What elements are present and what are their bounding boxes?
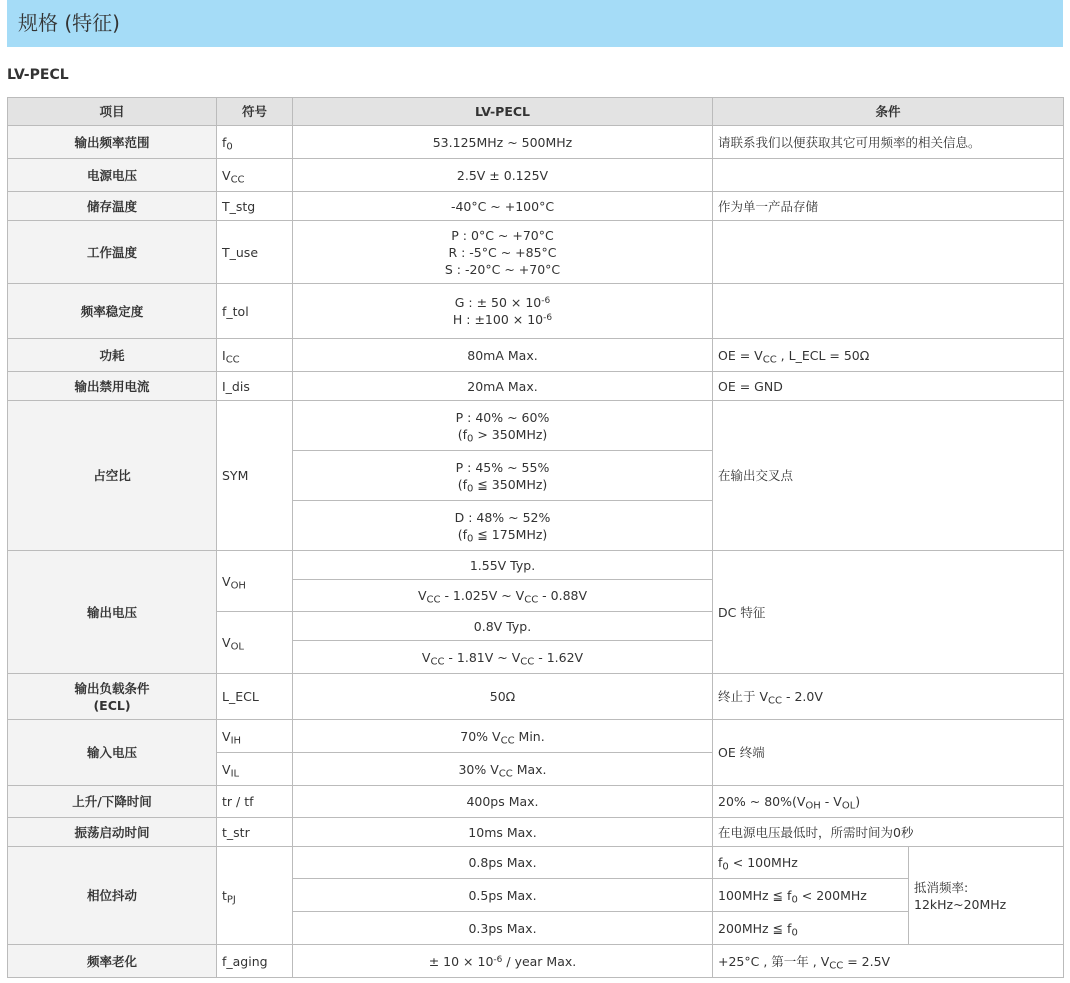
row-symbol: T_stg <box>217 192 293 221</box>
row-value: 10ms Max. <box>293 818 713 847</box>
col-header-symbol: 符号 <box>217 98 293 126</box>
row-symbol: I_dis <box>217 372 293 401</box>
row-value: 0.8ps Max. <box>293 847 713 879</box>
table-row <box>8 720 1064 753</box>
row-condition <box>713 284 1064 339</box>
row-condition: OE 终端 <box>713 720 1064 786</box>
row-value: P : 45% ~ 55% ($f_0$ ≦ 350MHz) <box>293 451 713 501</box>
table-row <box>8 339 1064 372</box>
row-condition <box>713 221 1064 284</box>
row-symbol: SYM <box>217 401 293 551</box>
row-value: 0.5ps Max. <box>293 879 713 912</box>
row-symbol: $V_{OH}$ <box>217 551 293 612</box>
row-value: 0.3ps Max. <box>293 912 713 945</box>
row-value: 400ps Max. <box>293 786 713 818</box>
row-condition: 100MHz ≦ $f_0 < 200MHz$ <box>713 879 909 912</box>
col-header-condition: 条件 <box>713 98 1064 126</box>
row-condition: 在输出交叉点 <box>713 401 1064 551</box>
row-symbol: $V_{CC}$ <box>217 159 293 192</box>
row-value: ± $10 \times 10^{-6}$ / year Max. <box>293 945 713 978</box>
row-value: 2.5V ± 0.125V <box>293 159 713 192</box>
row-condition: 请联系我们以便获取其它可用频率的相关信息。 <box>713 126 1064 159</box>
row-label: 上升/下降时间 <box>8 786 217 818</box>
row-symbol: t_str <box>217 818 293 847</box>
page-title: 规格 (特征) <box>18 11 120 35</box>
row-value: P : 40% ~ 60% $(f_0 > 350MHz)$ <box>293 401 713 451</box>
row-label: 振荡启动时间 <box>8 818 217 847</box>
row-value: 20mA Max. <box>293 372 713 401</box>
table-row <box>8 551 1064 580</box>
row-condition: OE = GND <box>713 372 1064 401</box>
row-condition: OE = $V_{CC}$ , L_ECL = 50Ω <box>713 339 1064 372</box>
subsection-title: LV-PECL <box>7 67 69 83</box>
row-symbol: $f_0$ <box>217 126 293 159</box>
row-value: D : 48% ~ 52% ($f_0$ ≦ 175MHz) <box>293 501 713 551</box>
value-line: H : $\pm 100 \times 10^{-6}$ <box>452 312 553 327</box>
value-line: P : 0°C ~ +70°C <box>451 227 554 243</box>
row-label: 储存温度 <box>8 192 217 221</box>
row-symbol: tr / tf <box>217 786 293 818</box>
row-label: 输出电压 <box>8 551 217 674</box>
row-symbol: $V_{IH}$ <box>217 720 293 753</box>
row-label: 输出频率范围 <box>8 126 217 159</box>
row-condition: DC 特征 <box>713 551 1064 674</box>
row-label: 相位抖动 <box>8 847 217 945</box>
value-line: S : -20°C ~ +70°C <box>444 261 561 277</box>
row-condition: 作为单一产品存储 <box>713 192 1064 221</box>
row-label: 频率稳定度 <box>8 284 217 339</box>
row-condition-band: 抵消频率: 12kHz~20MHz <box>909 847 1064 945</box>
row-value: 1.55V Typ. <box>293 551 713 580</box>
table-row <box>8 786 1064 818</box>
row-symbol: f_aging <box>217 945 293 978</box>
row-symbol: $V_{OL}$ <box>217 612 293 674</box>
row-value <box>293 221 713 284</box>
table-header-row <box>8 98 1064 126</box>
table-row <box>8 221 1064 284</box>
row-symbol: L_ECL <box>217 674 293 720</box>
row-label: 功耗 <box>8 339 217 372</box>
col-header-value: LV-PECL <box>293 98 713 126</box>
row-label: 频率老化 <box>8 945 217 978</box>
row-symbol: f_tol <box>217 284 293 339</box>
row-condition: 在电源电压最低时，所需时间为0秒 <box>713 818 1064 847</box>
row-label: 输出负载条件 (ECL) <box>8 674 217 720</box>
value-line: G : ± $50 \times 10^{-6}$ <box>454 295 551 310</box>
row-symbol: T_use <box>217 221 293 284</box>
value-line: R : -5°C ~ +85°C <box>448 244 557 260</box>
row-symbol: $I_{CC}$ <box>217 339 293 372</box>
table-row <box>8 284 1064 339</box>
row-symbol: $t_{PJ}$ <box>217 847 293 945</box>
row-value: 30% $V_{CC}$ Max. <box>293 753 713 786</box>
table-row <box>8 818 1064 847</box>
row-value: 0.8V Typ. <box>293 612 713 641</box>
row-label: 占空比 <box>8 401 217 551</box>
row-value: -40°C ~ +100°C <box>293 192 713 221</box>
table-row <box>8 674 1064 720</box>
table-row <box>8 159 1064 192</box>
row-condition: 20% ~ $80\%(V_{OH} - V_{OL})$ <box>713 786 1064 818</box>
table-row <box>8 372 1064 401</box>
col-header-item: 项目 <box>8 98 217 126</box>
section-header-banner <box>7 0 1063 47</box>
spec-table <box>7 97 1064 978</box>
row-label: 电源电压 <box>8 159 217 192</box>
row-value: 80mA Max. <box>293 339 713 372</box>
row-symbol: $V_{IL}$ <box>217 753 293 786</box>
table-row <box>8 126 1064 159</box>
table-row <box>8 847 1064 879</box>
row-label: 工作温度 <box>8 221 217 284</box>
row-label: 输入电压 <box>8 720 217 786</box>
row-condition: +25°C , 第一年 , $V_{CC} = 2.5V$ <box>713 945 1064 978</box>
row-value: 70% $V_{CC}$ Min. <box>293 720 713 753</box>
row-value: $V_{CC} - 1.81V$ ~ $V_{CC} - 1.62V$ <box>293 641 713 674</box>
row-value: 50Ω <box>293 674 713 720</box>
table-row <box>8 192 1064 221</box>
row-condition: 终止于 $V_{CC} - 2.0V$ <box>713 674 1064 720</box>
row-condition <box>713 159 1064 192</box>
row-condition: $f_0 < 100MHz$ <box>713 847 909 879</box>
row-value: 53.125MHz ~ 500MHz <box>293 126 713 159</box>
row-value <box>293 284 713 339</box>
row-condition: 200MHz ≦ $f_0$ <box>713 912 909 945</box>
table-row <box>8 945 1064 978</box>
table-row <box>8 401 1064 451</box>
row-label: 输出禁用电流 <box>8 372 217 401</box>
row-value: $V_{CC} - 1.025V$ ~ $V_{CC} - 0.88V$ <box>293 580 713 612</box>
